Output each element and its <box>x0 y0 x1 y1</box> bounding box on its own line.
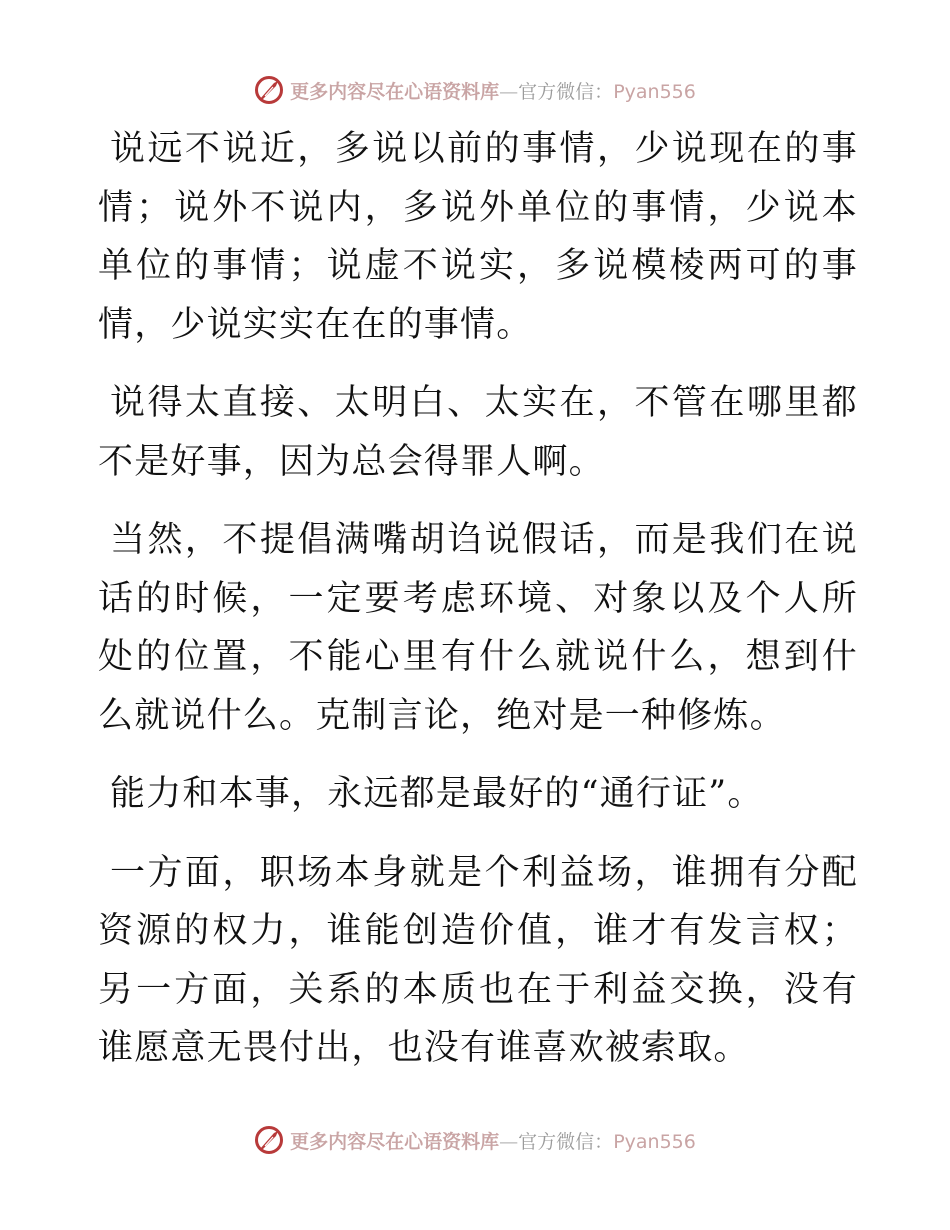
watermark-wechat-id: Pyan556 <box>613 80 696 103</box>
footer-watermark-banner <box>0 1123 950 1157</box>
quill-logo-icon <box>254 1125 284 1155</box>
paragraph-2: 说得太直接、太明白、太实在，不管在哪里都不是好事，因为总会得罪人啊。 <box>98 383 858 482</box>
watermark-wechat-label: 官方微信： <box>518 1130 614 1153</box>
quill-logo-icon <box>254 75 284 105</box>
watermark-site-text: 更多内容尽在心语资料库 <box>290 80 500 103</box>
paragraph-5: 一方面，职场本身就是个利益场，谁拥有分配资源的权力，谁能创造价值，谁才有发言权；另一方面，关系的本质也在于利益交换，没有谁愿意无畏付出，也没有谁喜欢被索取。 <box>98 852 858 1068</box>
watermark-text <box>290 77 696 104</box>
document-body <box>98 120 858 1098</box>
paragraph-3: 当然，不提倡满嘴胡诌说假话，而是我们在说话的时候，一定要考虑环境、对象以及个人所处的位置，不能心里有什么就说什么，想到什么就说什么。克制言论，绝对是一种修炼。 <box>98 520 858 736</box>
header-watermark-banner <box>0 73 950 107</box>
paragraph-1: 说远不说近，多说以前的事情，少说现在的事情；说外不说内，多说外单位的事情，少说本单位的事情；说虚不说实，多说模棱两可的事情，少说实实在在的事情。 <box>98 129 858 345</box>
paragraph-4: 能力和本事，永远都是最好的“通行证”。 <box>110 774 764 814</box>
watermark-separator: — <box>499 1130 519 1153</box>
watermark-site-text: 更多内容尽在心语资料库 <box>290 1130 500 1153</box>
watermark-wechat-id: Pyan556 <box>613 1130 696 1153</box>
watermark-separator: — <box>499 80 519 103</box>
watermark-wechat-label: 官方微信： <box>518 80 614 103</box>
watermark-text <box>290 1127 696 1154</box>
